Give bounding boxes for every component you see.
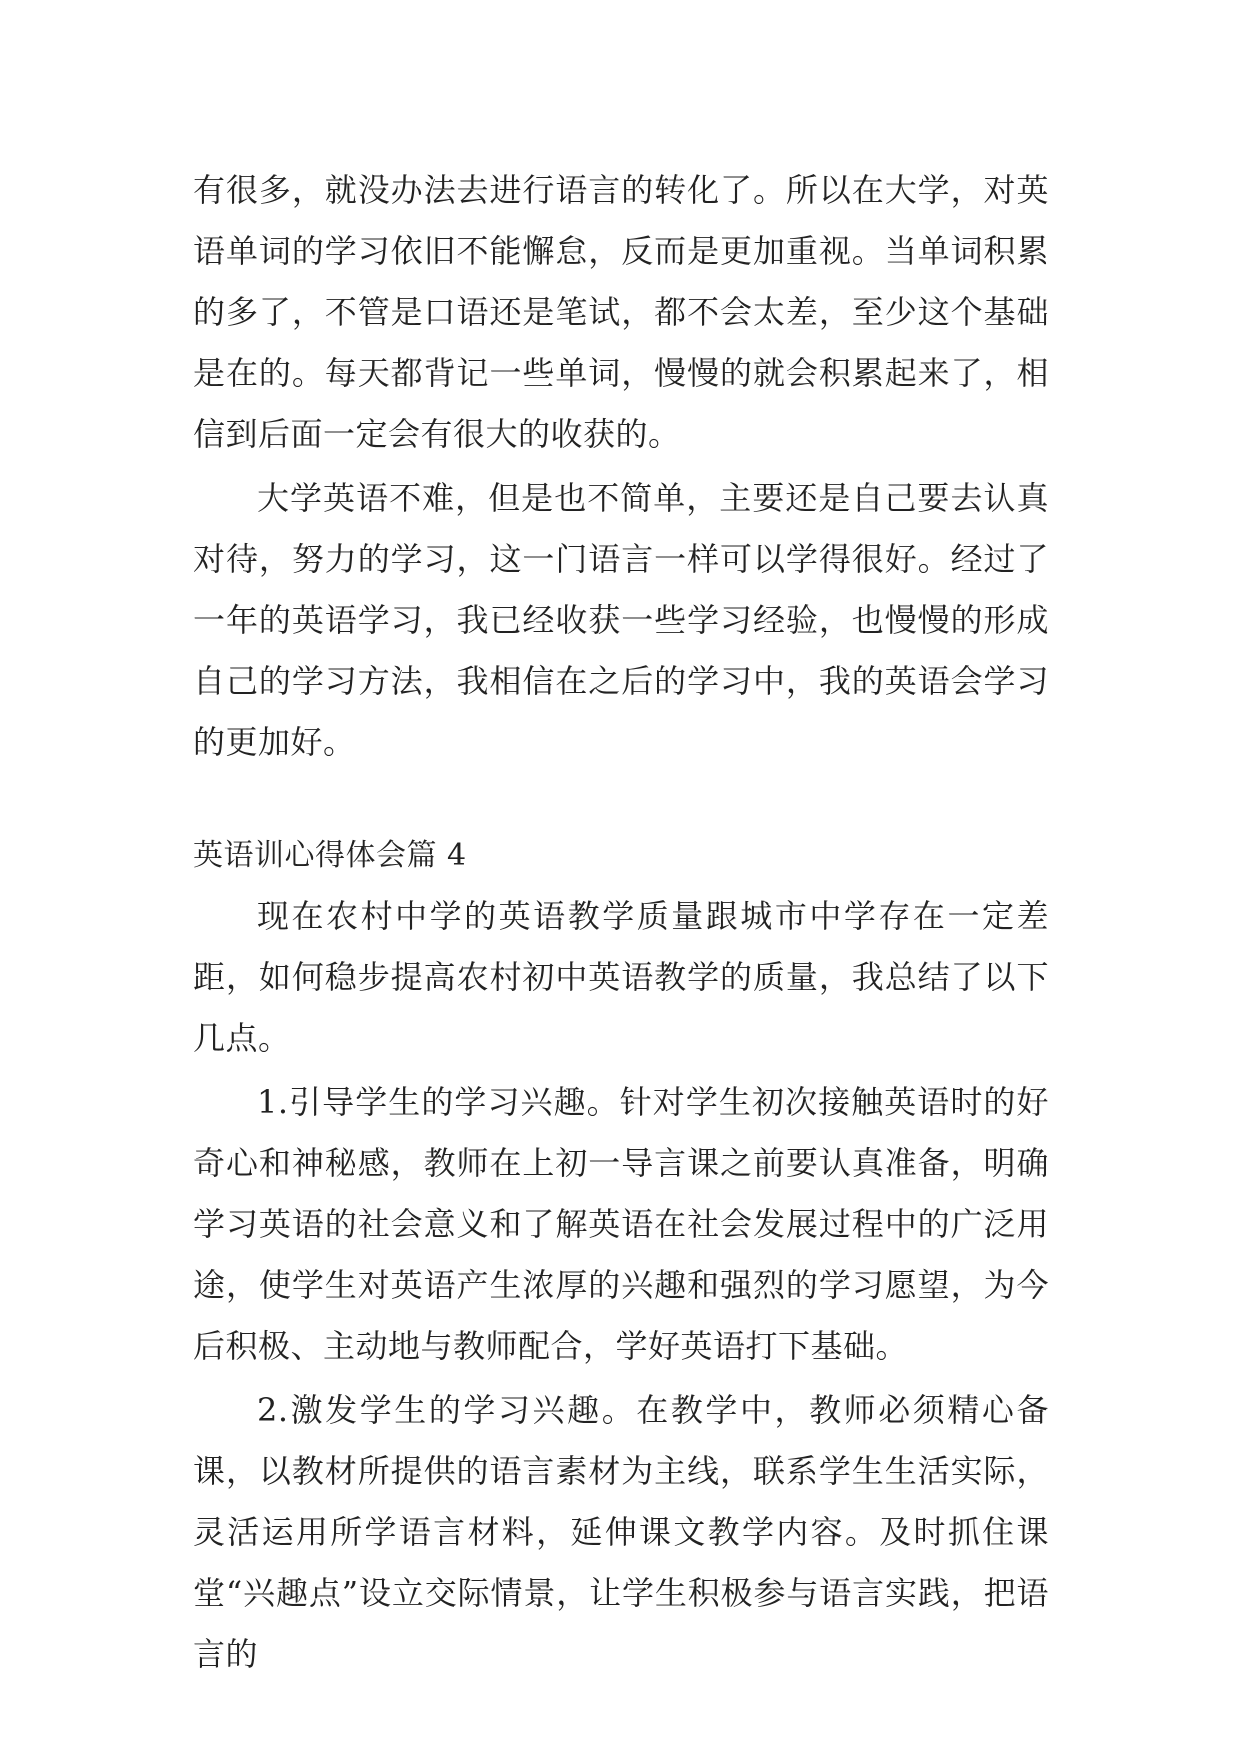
- paragraph-continuation: 有很多，就没办法去进行语言的转化了。所以在大学，对英语单词的学习依旧不能懈怠，反而是更加重视。当单词积累的多了，不管是口语还是笔试，都不会太差，至少这个基础是在的。每天都背记一些单词，慢慢的就会积累起来了，相信到后面一定会有很大的收获的。: [193, 171, 1049, 453]
- section-heading: 英语训心得体会篇 4: [193, 838, 467, 873]
- document-page: [193, 160, 1049, 1685]
- paragraph-intro: 现在农村中学的英语教学质量跟城市中学存在一定差距，如何稳步提高农村初中英语教学的质量，我总结了以下几点。: [193, 897, 1049, 1057]
- paragraph-conclusion: 大学英语不难，但是也不简单，主要还是自己要去认真对待，努力的学习，这一门语言一样可以学得很好。经过了一年的英语学习，我已经收获一些学习经验，也慢慢的形成自己的学习方法，我相信在之后的学习中，我的英语会学习的更加好。: [193, 479, 1049, 761]
- paragraph-point-1: 1.引导学生的学习兴趣。针对学生初次接触英语时的好奇心和神秘感，教师在上初一导言课之前要认真准备，明确学习英语的社会意义和了解英语在社会发展过程中的广泛用途，使学生对英语产生浓厚的兴趣和强烈的学习愿望，为今后积极、主动地与教师配合，学好英语打下基础。: [193, 1083, 1049, 1365]
- paragraph-point-2: 2.激发学生的学习兴趣。在教学中，教师必须精心备课，以教材所提供的语言素材为主线，联系学生生活实际，灵活运用所学语言材料，延伸课文教学内容。及时抓住课堂“兴趣点”设立交际情景，让学生积极参与语言实践，把语言的: [193, 1391, 1049, 1673]
